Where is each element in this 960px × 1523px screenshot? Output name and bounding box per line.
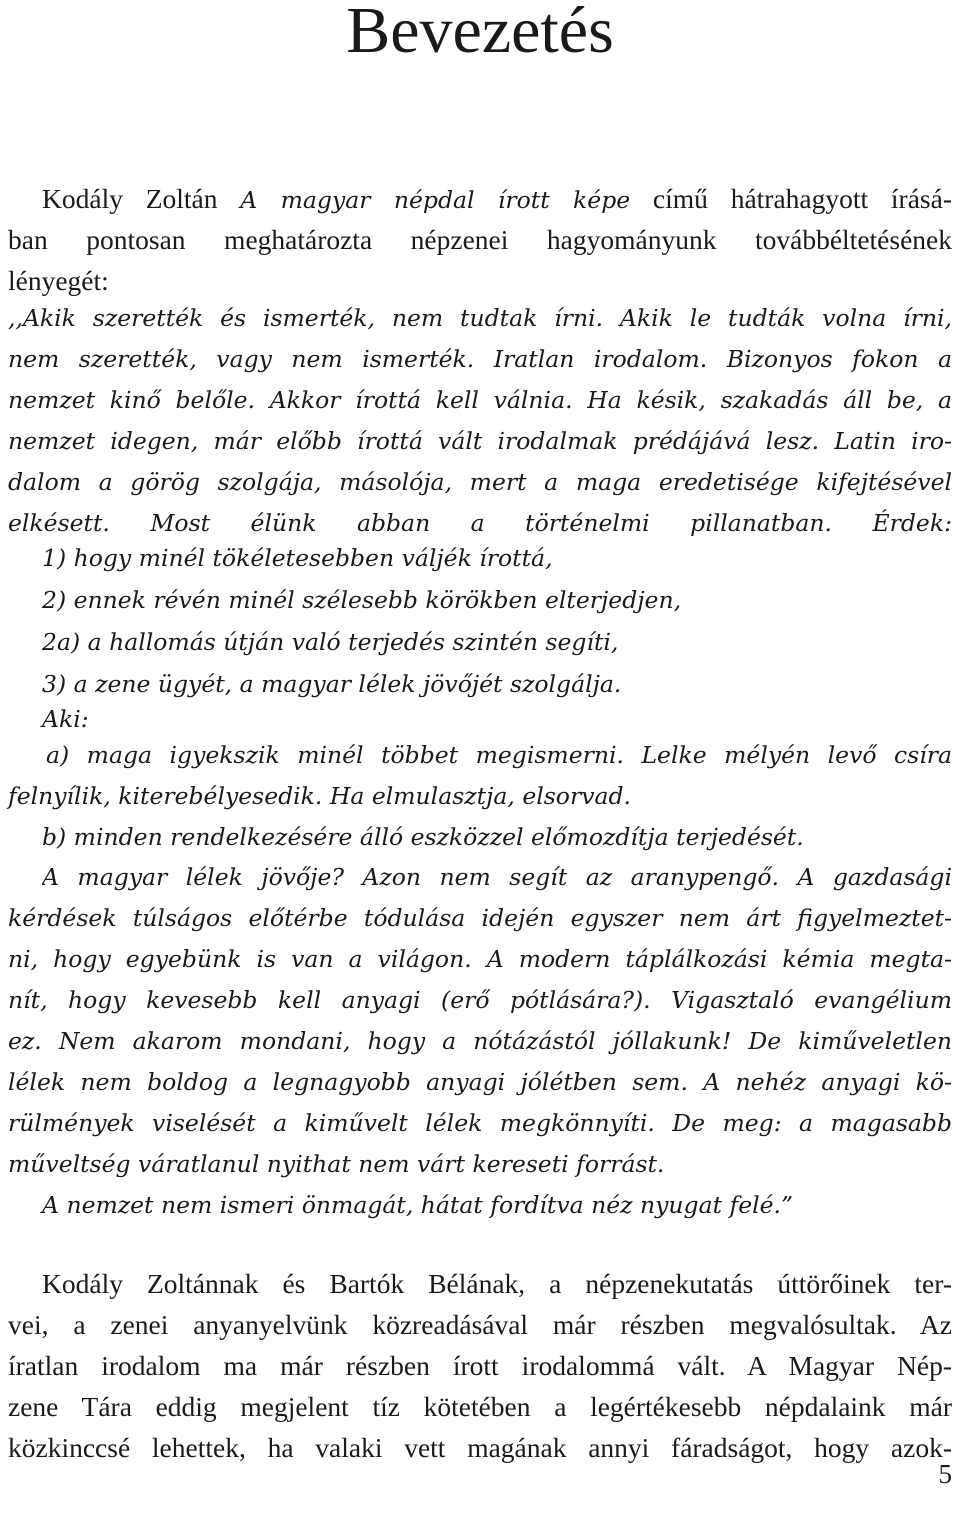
closing-line: Kodály Zoltánnak és Bartók Bélának, a népzenekutatás úttörőinek ter-: [42, 1268, 952, 1299]
intro-line-1: [42, 181, 952, 217]
quote-line: b) minden rendelkezésére álló eszközzel előmozdítja terjedését.: [42, 823, 804, 851]
quote-line: ,,Akik szerették és ismerték, nem tudtak írni. Akik le tudták volna írni,: [8, 304, 952, 332]
quote-line: dalom a görög szolgája, másolója, mert a maga eredetisége kifejtésével: [8, 468, 952, 496]
intro-text: című hátrahagyott írásá-: [630, 183, 952, 214]
quote-line: ez. Nem akarom mondani, hogy a nótázástól jóllakunk! De kiműveletlen: [8, 1027, 952, 1055]
page-title: Bevezetés: [346, 0, 614, 67]
quote-list-item: 2a) a hallomás útján való terjedés szintén segíti,: [42, 628, 619, 656]
closing-line: íratlan irodalom ma már részben írott irodalommá vált. A Magyar Nép-: [8, 1350, 952, 1381]
intro-line-2: ban pontosan meghatározta népzenei hagyományunk továbbéltetésének: [8, 224, 952, 255]
quote-list-item: 2) ennek révén minél szélesebb körökben elterjedjen,: [42, 586, 682, 614]
quote-line: A magyar lélek jövője? Azon nem segít az aranypengő. A gazdasági: [42, 863, 952, 891]
quote-line: kérdések túlságos előtérbe tódulása idején egyszer nem árt figyelmeztet-: [8, 904, 952, 932]
quote-line: nem szerették, vagy nem ismerték. Iratlan irodalom. Bizonyos fokon a: [8, 345, 952, 373]
quote-line: rülmények viselését a kiművelt lélek megkönnyíti. De meg: a magasabb: [8, 1109, 952, 1137]
book-title: A magyar népdal írott képe: [240, 186, 631, 214]
quote-list-item: 1) hogy minél tökéletesebben váljék írottá,: [42, 544, 553, 572]
quote-line: felnyílik, kiterebélyesedik. Ha elmulasztja, elsorvad.: [8, 782, 631, 810]
quote-line: nemzet idegen, már előbb írottá vált irodalmak prédájává lesz. Latin iro-: [8, 427, 952, 455]
quote-line: műveltség váratlanul nyithat nem várt kereseti forrást.: [8, 1150, 665, 1178]
quote-line: nít, hogy kevesebb kell anyagi (erő pótlására?). Vigasztaló evangélium: [8, 986, 952, 1014]
quote-list-item: 3) a zene ügyét, a magyar lélek jövőjét szolgálja.: [42, 670, 622, 698]
closing-line: vei, a zenei anyanyelvünk közreadásával már részben megvalósultak. Az: [8, 1309, 952, 1340]
intro-text: Kodály Zoltán: [42, 183, 241, 214]
closing-line: közkinccsé lehettek, ha valaki vett magának annyi fáradságot, hogy azok-: [8, 1432, 952, 1463]
intro-line-3: lényegét:: [8, 265, 109, 296]
page-number: 5: [938, 1459, 952, 1489]
quote-line: nemzet kinő belőle. Akkor írottá kell válnia. Ha késik, szakadás áll be, a: [8, 386, 952, 414]
quote-list-item: Aki:: [42, 705, 89, 733]
quote-line: ni, hogy egyebünk is van a világon. A modern táplálkozási kémia megta-: [8, 945, 952, 973]
quote-line: elkésett. Most élünk abban a történelmi pillanatban. Érdek:: [8, 509, 952, 537]
closing-line: zene Tára eddig megjelent tíz kötetében a legértékesebb népdalaink már: [8, 1391, 952, 1422]
quote-line: lélek nem boldog a legnagyobb anyagi jólétben sem. A nehéz anyagi kö-: [8, 1068, 952, 1096]
quote-line: a) maga igyekszik minél többet megismerni. Lelke mélyén levő csíra: [46, 741, 952, 769]
quote-line: A nemzet nem ismeri önmagát, hátat fordítva néz nyugat felé.”: [42, 1191, 794, 1219]
